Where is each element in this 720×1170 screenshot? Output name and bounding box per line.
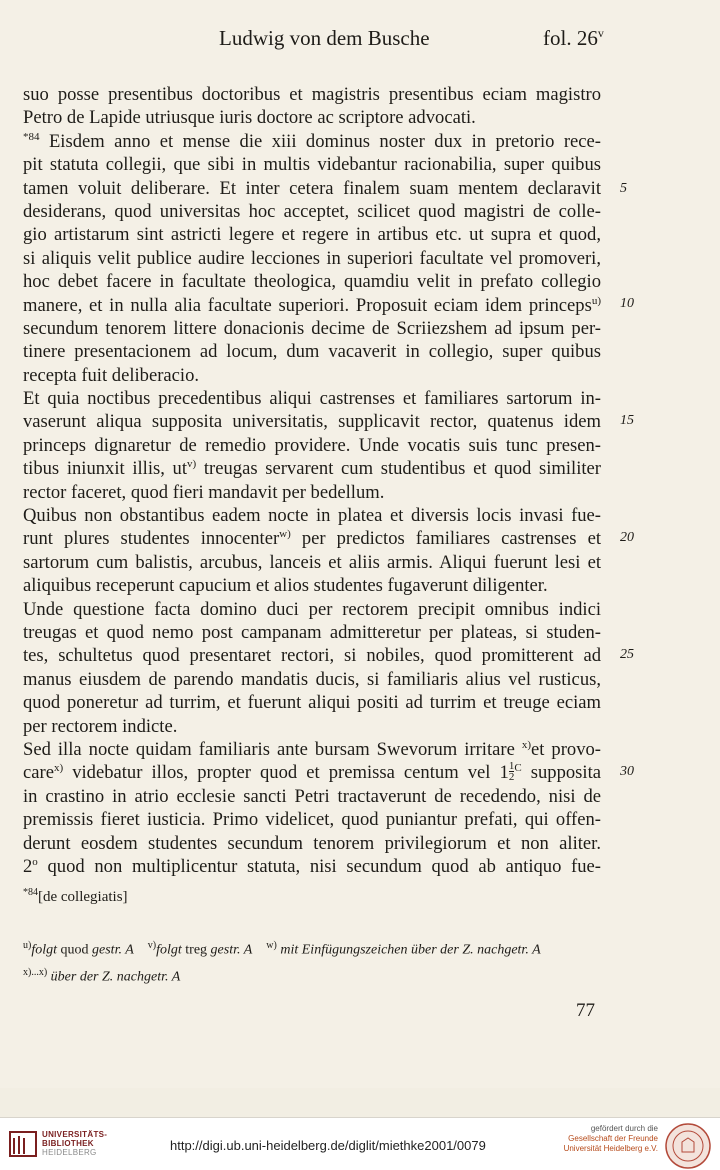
text-line: treugas et quod nemo post campanam admitteretur per plateas, si studen-: [23, 621, 601, 643]
text-line: gio artistarum sint astricti legere et regere in artibus etc. ut supra et quod,: [23, 224, 601, 246]
text-line: aliquibus receperunt capucium et alios studentes fugaverunt diligenter.: [23, 575, 548, 597]
text-line: 2$^o$ quod non multiplicentur statuta, nisi secundum quod ab antiquo fue-: [23, 855, 601, 877]
text-line: tibus iniunxit illis, ut$^{v)}$ treugas servarent cum studentibus et quod similiter: [23, 458, 601, 480]
text-line: quod poneretur ad turrim, et fuerunt aliqui positi ad turrim et treuge eciam: [23, 692, 601, 714]
text-line: derunt eosdem studentes secundum tenorem privilegiorum et non aliter.: [23, 832, 601, 854]
apparatus-line: $^{x)...x)}$ über der Z. nachgetr. A: [23, 966, 181, 985]
footnote-ref: u): [591, 294, 601, 307]
text-line: per rectorem indicte.: [23, 715, 178, 737]
text-line: suo posse presentibus doctoribus et magistris presentibus eciam magistro: [23, 84, 601, 105]
text-line: pit statuta collegii, que sibi in multis videbantur racionabilia, super quibus: [23, 154, 601, 176]
text-line: secundum tenorem littere donacionis decime de Scriiezshem ad ipsum per-: [23, 317, 601, 339]
library-logo-icon: [8, 1128, 38, 1158]
text-line: si aliquis velit publice audire lecciones in superiori facultate vel promoveri,: [23, 247, 601, 269]
footnote-ref: x): [521, 738, 531, 751]
folio-reference: fol. 26$^v$: [543, 26, 604, 50]
line-number: 25: [620, 647, 634, 662]
text-line: rector faceret, quod fieri mandavit per bedellum.: [23, 481, 385, 503]
text-line: Et quia noctibus precedentibus aliqui castrenses et familiares sartorum in-: [23, 388, 601, 410]
text-line: desiderans, quod universitas hoc acceptet, scilicet quod magistri de colle-: [23, 200, 601, 222]
text-line: Unde questione facta domino duci per rectorem precipit omnibus indici: [23, 598, 601, 620]
viewer-footer: [0, 1117, 720, 1170]
marginal-mark: *84: [23, 130, 40, 143]
text-line: princeps dignaretur de remedio providere. Unde vocatis suis tunc presen-: [23, 434, 601, 456]
footnote-ref: x): [53, 762, 64, 775]
text-line: in crastino in atrio ecclesie sancti Petri tractaverunt de recedendo, nisi de: [23, 785, 601, 807]
text-line: Petro de Lapide utriusque iuris doctore ac scriptore advocati.: [23, 107, 476, 129]
text-line: hoc debet facere in facultate theologica, quamdiu velit in prefato collegio: [23, 271, 601, 293]
library-name: UNIVERSITÄTS- BIBLIOTHEK HEIDELBERG: [42, 1130, 108, 1157]
text-line: Quibus non obstantibus eadem nocte in platea et diversis locis invasi fue-: [23, 505, 601, 527]
text-line: tinere presentacionem ad locum, dum vacaverit in collegio, super quibus: [23, 341, 601, 363]
text-line: $^{*84}$ Eisdem anno et mense die xiii dominus noster dux in pretorio rece-: [23, 130, 601, 152]
text-line: vaserunt aliqua supposita universitatis, supplicavit rector, quatenus idem: [23, 411, 601, 433]
text-line: tamen voluit deliberare. Et inter cetera finalem suam mentem declaravit: [23, 177, 601, 199]
collation-note: $^{*84}$[de collegiatis]: [23, 887, 128, 905]
line-number: 30: [620, 764, 634, 779]
university-seal-icon: [664, 1122, 712, 1170]
main-text: [23, 83, 601, 878]
text-line: manus eiusdem de parendo mandatis ducis, si familiaris alius vel rusticus,: [23, 668, 601, 690]
text-line: manere, et in nulla alia facultate superiori. Proposuit eciam idem princeps$^{u)}$: [23, 294, 601, 316]
text-line: tes, schultetus quod presentaret rectori, si nobiles, quod promitterent ad: [23, 645, 601, 667]
line-number: 20: [620, 530, 634, 545]
footnote-ref: w): [279, 528, 291, 541]
permalink-url[interactable]: http://digi.ub.uni-heidelberg.de/diglit/miethke2001/0079: [170, 1138, 486, 1153]
critical-apparatus: [23, 935, 613, 988]
text-line: runt plures studentes innocenter$^{w)}$ per predictos familiares castrenses et: [23, 528, 601, 550]
line-number: 10: [620, 296, 634, 311]
footnote-ref: v): [187, 458, 197, 471]
sponsor-note: gefördert durch die Gesellschaft der Freunde Universität Heidelberg e.V.: [563, 1124, 658, 1153]
text-line: sartorum cum balistis, arcubus, lanceis et aliis armis. Aliqui fuerunt lesi et: [23, 551, 601, 573]
text-line: Sed illa nocte quidam familiaris ante bursam Swevorum irritare $^{x)}$et provo-: [23, 738, 601, 760]
running-header: [0, 26, 720, 56]
text-line: recepta fuit deliberacio.: [23, 364, 200, 386]
running-title: Ludwig von dem Busche: [219, 26, 430, 50]
apparatus-line: $^{u)}$folgt quod gestr. A $^{v)}$folgt treg gestr. A $^{w)}$ mit Einfügungszeichen über der Z. nachgetr. A: [23, 940, 541, 958]
text-line: premissis fieret iusticia. Primo videlicet, quod puniantur prefati, qui offen-: [23, 809, 601, 831]
page-number: 77: [576, 1000, 595, 1021]
text-line: care$^{x)}$ videbatur illos, propter quod et premissa centum vel 1 $\frac{1}{2}$ $^C$ supposita: [23, 760, 601, 784]
line-number: 5: [620, 181, 627, 196]
line-number: 15: [620, 413, 634, 428]
fraction: $\frac{1}{2}$: [508, 760, 515, 784]
